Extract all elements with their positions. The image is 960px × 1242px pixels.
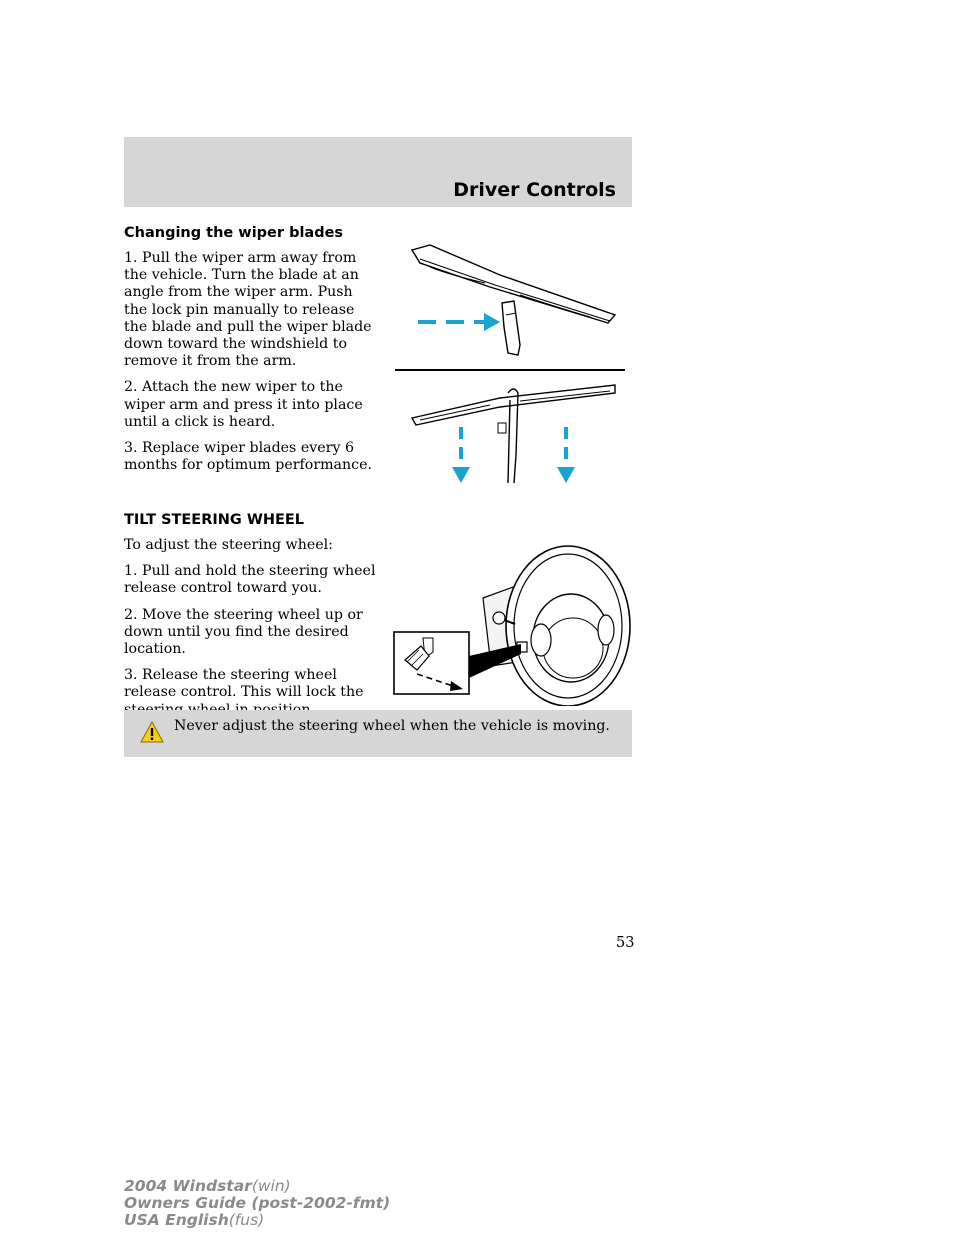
tilt-steps [124, 537, 376, 728]
tilt-step-1: 1. Pull and hold the steering wheel release control toward you. [124, 563, 376, 597]
footer-model: 2004 Windstar [124, 1177, 252, 1195]
steering-wheel-illustration [393, 538, 633, 706]
footer [124, 1178, 390, 1229]
wiper-heading: Changing the wiper blades [124, 225, 344, 241]
warning-box [124, 710, 632, 757]
tilt-step-2: 2. Move the steering wheel up or down until you find the desired location. [124, 606, 363, 658]
footer-language: USA English [124, 1211, 229, 1229]
wiper-step-3: 3. Replace wiper blades every 6 months for optimum performance. [124, 440, 372, 474]
wiper-blade-installed-icon [412, 385, 615, 483]
wiper-blade-illustration [390, 215, 635, 495]
page-number: 53 [616, 935, 635, 951]
warning-triangle-icon [140, 721, 164, 743]
wiper-step-2: 2. Attach the new wiper to the wiper arm and press it into place until a click is heard. [124, 379, 363, 430]
warning-text: Never adjust the steering wheel when the vehicle is moving. [174, 718, 610, 734]
wiper-blade-removed-icon [412, 245, 615, 355]
header-band [124, 137, 632, 207]
tilt-heading: TILT STEERING WHEEL [124, 512, 305, 528]
tilt-intro: To adjust the steering wheel: [124, 537, 333, 553]
footer-model-code: (win) [251, 1177, 291, 1195]
section-title: Driver Controls [453, 179, 616, 201]
tilt-step-3: 3. Release the steering wheel release control. This will lock the [124, 667, 364, 701]
wiper-step-1: 1. Pull the wiper arm away from the vehicle. Turn the blade at an angle from the wiper arm. Push the lock pin manually to release the blade and pull the wiper blade down toward the windshield to remove it from the arm. [124, 250, 372, 370]
wiper-steps [124, 250, 376, 483]
footer-guide: Owners Guide (post-2002-fmt) [124, 1194, 391, 1212]
footer-language-code: (fus) [228, 1211, 265, 1229]
